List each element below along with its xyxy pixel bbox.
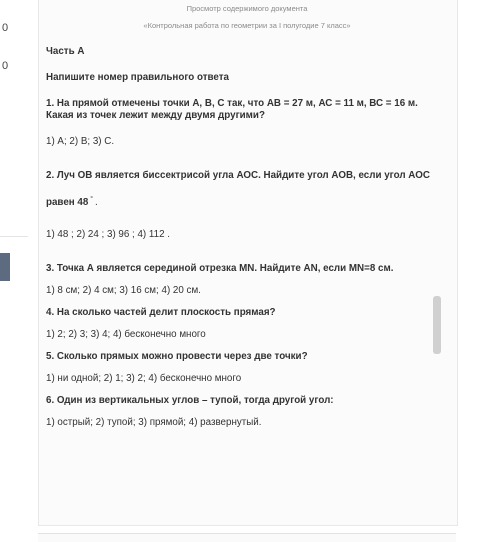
answer-1: 1) А; 2) В; 3) С. bbox=[46, 136, 115, 147]
left-blue-tab[interactable] bbox=[0, 253, 10, 281]
scrollbar-track[interactable] bbox=[431, 6, 441, 506]
left-sidebar bbox=[0, 0, 28, 541]
question-3 bbox=[46, 263, 444, 275]
question-2 bbox=[46, 164, 444, 215]
document-content bbox=[46, 46, 444, 429]
question-5: 5. Сколько прямых можно провести через две точки? bbox=[46, 351, 308, 362]
question-1 bbox=[46, 98, 444, 122]
left-number-2: 0 bbox=[2, 60, 9, 72]
instruction: Напишите номер правильного ответа bbox=[46, 72, 229, 83]
question-2-text: 2. Луч ОВ является биссектрисой угла АОС. Найдите угол АОВ, если угол АОС равен 48 bbox=[46, 170, 430, 208]
scrollbar-thumb[interactable] bbox=[433, 296, 441, 354]
answer-5: 1) ни одной; 2) 1; 3) 2; 4) бесконечно много bbox=[46, 373, 242, 384]
question-2-suffix: . bbox=[95, 197, 98, 208]
answer-4: 1) 2; 2) 3; 3) 4; 4) бесконечно много bbox=[46, 329, 206, 340]
question-4: 4. На сколько частей делит плоскость прямая? bbox=[46, 307, 276, 318]
preview-subtitle: «Контрольная работа по геометрии за I полугодие 7 класс» bbox=[143, 21, 351, 30]
question-1-text: 1. На прямой отмечены точки А, В, С так, что АВ = 27 м, АС = 11 м, ВС = 16 м. Какая из точек лежит между двумя другими? bbox=[46, 98, 418, 121]
preview-title: Просмотр содержимого документа bbox=[186, 4, 308, 13]
question-6: 6. Один из вертикальных углов – тупой, тогда другой угол: bbox=[46, 395, 334, 406]
question-3-text: 3. Точка А является серединой отрезка MN. Найдите AN, если MN=8 см. bbox=[46, 263, 394, 274]
answer-2: 1) 48 ; 2) 24 ; 3) 96 ; 4) 112 . bbox=[46, 229, 170, 240]
degree-icon: ° bbox=[88, 196, 96, 203]
answer-3: 1) 8 см; 2) 4 см; 3) 16 см; 4) 20 см. bbox=[46, 285, 201, 296]
part-heading: Часть А bbox=[46, 46, 85, 57]
answer-6: 1) острый; 2) тупой; 3) прямой; 4) развернутый. bbox=[46, 417, 262, 428]
left-divider bbox=[0, 236, 28, 237]
left-number-1: 0 bbox=[2, 22, 9, 34]
